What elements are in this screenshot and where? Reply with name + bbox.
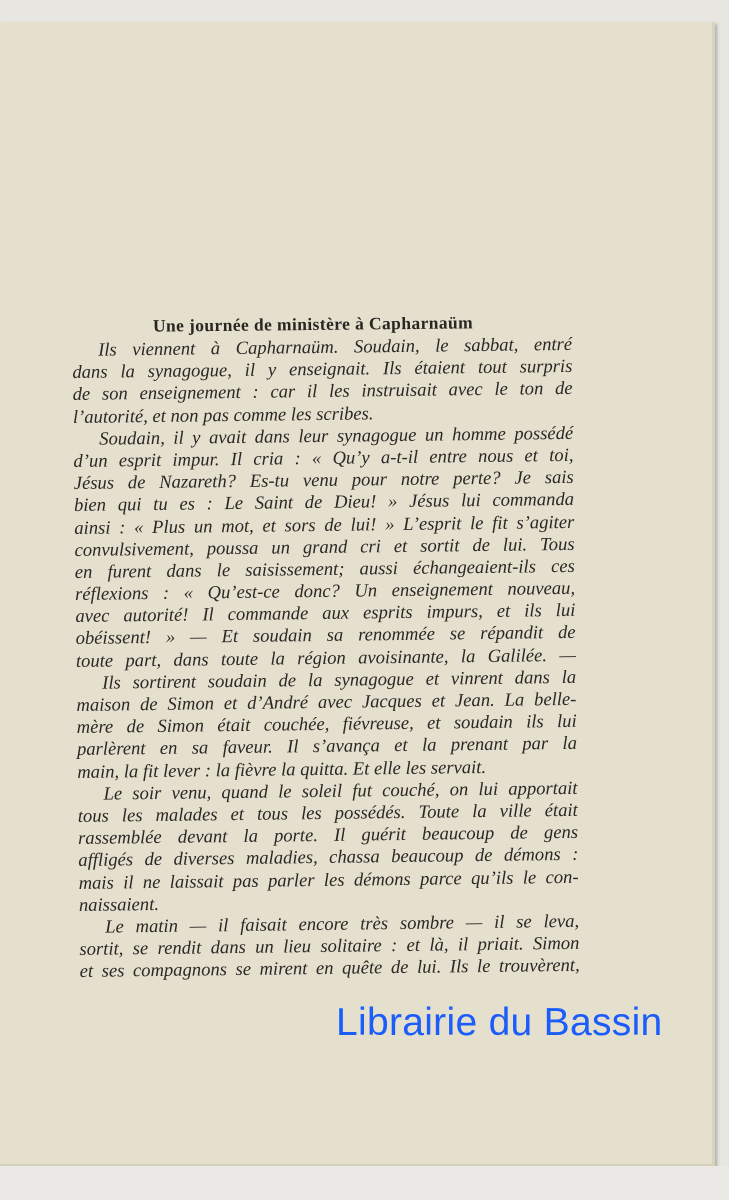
text-line: bien qui tu es : Le Saint de Dieu! » Jésus lui commanda: [73, 489, 575, 517]
text-line: Ils sortirent soudain de la synagogue et vinrent dans la: [102, 666, 577, 694]
text-line: sortit, se rendit dans un lieu solitaire : et là, il priait. Simon: [79, 932, 580, 961]
text-line: avec autorité! Il commande aux esprits impurs, et ils lui: [75, 600, 576, 628]
text-line: convulsivement, poussa un grand cri et sortit de lui. Tous: [74, 533, 575, 561]
background-edge: [0, 1166, 729, 1200]
text-line: rassemblée devant la porte. Il guérit beaucoup de gens: [77, 821, 579, 850]
text-line: réflexions : « Qu’est-ce donc? Un enseignement nouveau,: [74, 577, 576, 606]
text-line: Ils viennent à Capharnaüm. Soudain, le sabbat, entré: [97, 333, 573, 361]
text-line: obéissent! » — Et soudain sa renommée se répandit de: [75, 622, 576, 650]
text-line: affligés de diverses maladies, chassa beaucoup de démons :: [78, 844, 579, 872]
text-line: tous les malades et tous les possédés. Toute la ville était: [77, 799, 578, 827]
text-line: maison de Simon et d’André avec Jacques et Jean. La belle-: [76, 688, 577, 716]
text-line: l’autorité, et non pas comme les scribes.: [72, 402, 374, 428]
body-text: [72, 334, 580, 983]
text-line: mais il ne laissait pas parler les démons parce qu’ils le con-: [78, 866, 579, 894]
text-line: en furent dans le saisissement; aussi échangeaient-ils ces: [74, 555, 575, 583]
text-line: dans la synagogue, il y enseignait. Ils étaient tout surpris: [72, 356, 573, 384]
text-line: naissaient.: [78, 893, 160, 916]
book-page: [0, 22, 715, 1167]
text-line: Le matin — il faisait encore très sombre — il se leva,: [105, 910, 580, 938]
text-line: Le soir venu, quand le soleil fut couché, on lui apportait: [103, 777, 578, 805]
text-line: Jésus de Nazareth? Es-tu venu pour notre perte? Je sais: [73, 467, 574, 495]
text-line: et ses compagnons se mirent en quête de lui. Ils le trouvèrent,: [79, 955, 580, 983]
text-line: parlèrent en sa faveur. Il s’avança et la prenant par la: [76, 733, 578, 761]
chapter-title: Une journée de ministère à Capharnaüm: [152, 312, 474, 336]
text-line: toute part, dans toute la région avoisinante, la Galilée. —: [75, 644, 577, 672]
text-line: Soudain, il y avait dans leur synagogue un homme possédé: [99, 422, 574, 450]
text-line: de son enseignement : car il les instruisait avec le ton de: [72, 378, 573, 406]
text-line: main, la fit lever : la fièvre la quitta. Et elle les servait.: [77, 756, 487, 783]
text-line: d’un esprit impur. Il cria : « Qu’y a-t-il entre nous et toi,: [73, 444, 574, 472]
watermark: Librairie du Bassin: [336, 1001, 663, 1044]
text-line: mère de Simon était couchée, fiévreuse, et soudain ils lui: [76, 711, 577, 739]
text-line: ainsi : « Plus un mot, et sors de lui! » L’esprit le fit s’agiter: [74, 511, 575, 539]
